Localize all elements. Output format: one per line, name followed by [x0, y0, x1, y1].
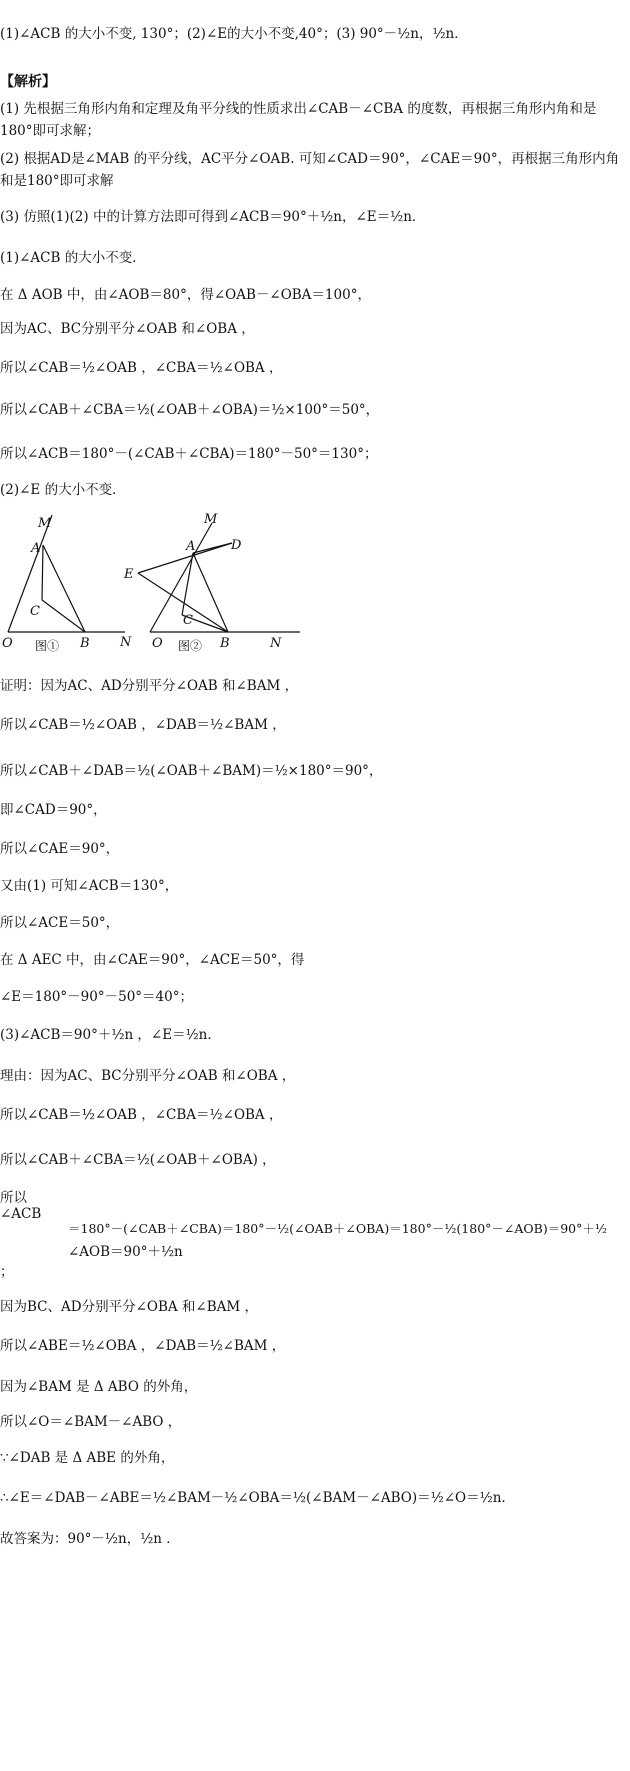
solution-line: ∠E＝180°－90°－50°＝40°；	[0, 989, 193, 1005]
solution-line: 所以	[0, 1190, 27, 1206]
solution-line: 所以∠ACE＝50°，	[0, 915, 120, 931]
answer-line: (1)∠ACB 的大小不变, 130°；(2)∠E的大小不变,40°；(3) 90°－½n，½n．	[0, 26, 468, 42]
label-m: M	[204, 512, 218, 527]
solution-line: 所以∠CAB＝½∠OAB ，∠DAB＝½∠BAM ，	[0, 717, 286, 733]
solution-line: 即∠CAD＝90°，	[0, 802, 107, 818]
solution-line: 所以∠CAB＋∠CBA＝½(∠OAB＋∠OBA)＝½×100°＝50°，	[0, 402, 380, 418]
analysis-step-2: (2) 根据AD是∠MAB 的平分线，AC平分∠OAB. 可知∠CAD＝90°，∠CAE＝90°，再根据三角形内角和是180°即可求解	[0, 151, 620, 189]
solution-line: 所以∠ACB＝180°－(∠CAB＋∠CBA)＝180°－50°＝130°；	[0, 446, 378, 462]
line-ac	[42, 545, 43, 600]
solution-line: ＝180°－(∠CAB＋∠CBA)＝180°－½(∠OAB＋∠OBA)＝180°－½(180°－∠AOB)＝90°＋½	[68, 1221, 608, 1236]
final-answer-line: 故答案为：90°－½n，½n ．	[0, 1531, 180, 1547]
label-a: A	[186, 539, 196, 554]
label-c: C	[183, 613, 193, 628]
label-e: E	[124, 567, 134, 582]
solution-line: 所以∠CAB＝½∠OAB ，∠CBA＝½∠OBA ，	[0, 1107, 283, 1123]
label-o: O	[2, 636, 13, 651]
solution-line: 在 Δ AEC 中，由∠CAE＝90°，∠ACE＝50°，得	[0, 952, 305, 968]
solution-line: 又由(1) 可知∠ACB＝130°，	[0, 878, 179, 894]
solution-line: 所以∠ABE＝½∠OBA ，∠DAB＝½∠BAM ，	[0, 1338, 286, 1354]
line-cb	[42, 600, 85, 632]
solution-line: (1)∠ACB 的大小不变．	[0, 250, 146, 266]
label-n: N	[270, 636, 282, 651]
caption-figure-1: 图①	[35, 639, 60, 653]
solution-line: ∠AOB＝90°＋½n	[68, 1244, 183, 1260]
label-n: N	[120, 635, 132, 650]
label-o: O	[152, 636, 163, 651]
solution-line: ∠ACB	[0, 1206, 42, 1222]
solution-line: 所以∠CAE＝90°，	[0, 841, 120, 857]
solution-line: 在 Δ AOB 中，由∠AOB＝80°，得∠OAB－∠OBA＝100°，	[0, 287, 371, 303]
label-d: D	[231, 538, 242, 553]
solution-line: 证明：因为AC、AD分别平分∠OAB 和∠BAM ，	[0, 678, 299, 694]
solution-line: 理由：因为AC、BC分别平分∠OAB 和∠OBA ，	[0, 1068, 296, 1084]
solution-line: ∵∠DAB 是 Δ ABE 的外角，	[0, 1450, 175, 1466]
geometry-figure-2	[120, 505, 305, 655]
label-a: A	[31, 541, 41, 556]
solution-line: 所以∠O＝∠BAM－∠ABO ，	[0, 1414, 182, 1430]
solution-line: 所以∠CAB＋∠CBA＝½(∠OAB＋∠OBA) ，	[0, 1152, 276, 1168]
solution-line: 因为AC、BC分别平分∠OAB 和∠OBA ，	[0, 321, 255, 337]
line-ed	[138, 543, 232, 573]
solution-line: 因为BC、AD分别平分∠OBA 和∠BAM ，	[0, 1299, 259, 1315]
solution-line: 所以∠CAB＋∠DAB＝½(∠OAB＋∠BAM)＝½×180°＝90°，	[0, 763, 383, 779]
label-c: C	[30, 604, 40, 619]
label-b: B	[80, 636, 90, 651]
label-b: B	[220, 636, 230, 651]
solution-line: 因为∠BAM 是 Δ ABO 的外角，	[0, 1379, 198, 1395]
analysis-heading: 【解析】	[0, 74, 56, 90]
analysis-step-1: (1) 先根据三角形内角和定理及角平分线的性质求出∠CAB－∠CBA 的度数，再根据三角形内角和是180°即可求解；	[0, 101, 597, 139]
solution-line: 所以∠CAB＝½∠OAB ，∠CBA＝½∠OBA ，	[0, 360, 283, 376]
solution-line: (3)∠ACB＝90°＋½n ，∠E＝½n．	[0, 1027, 221, 1043]
caption-figure-2: 图②	[178, 639, 203, 653]
analysis-step-3: (3) 仿照(1)(2) 中的计算方法即可得到∠ACB＝90°＋½n，∠E＝½n．	[0, 209, 426, 225]
solution-line: ；	[0, 1264, 14, 1280]
label-m: M	[38, 516, 52, 531]
geometry-figure-1	[0, 505, 140, 655]
solution-line: (2)∠E 的大小不变．	[0, 482, 126, 498]
solution-line: ∴∠E＝∠DAB－∠ABE＝½∠BAM－½∠OBA＝½(∠BAM－∠ABO)＝½∠O＝½n.	[0, 1490, 506, 1506]
line-ab	[43, 545, 85, 632]
